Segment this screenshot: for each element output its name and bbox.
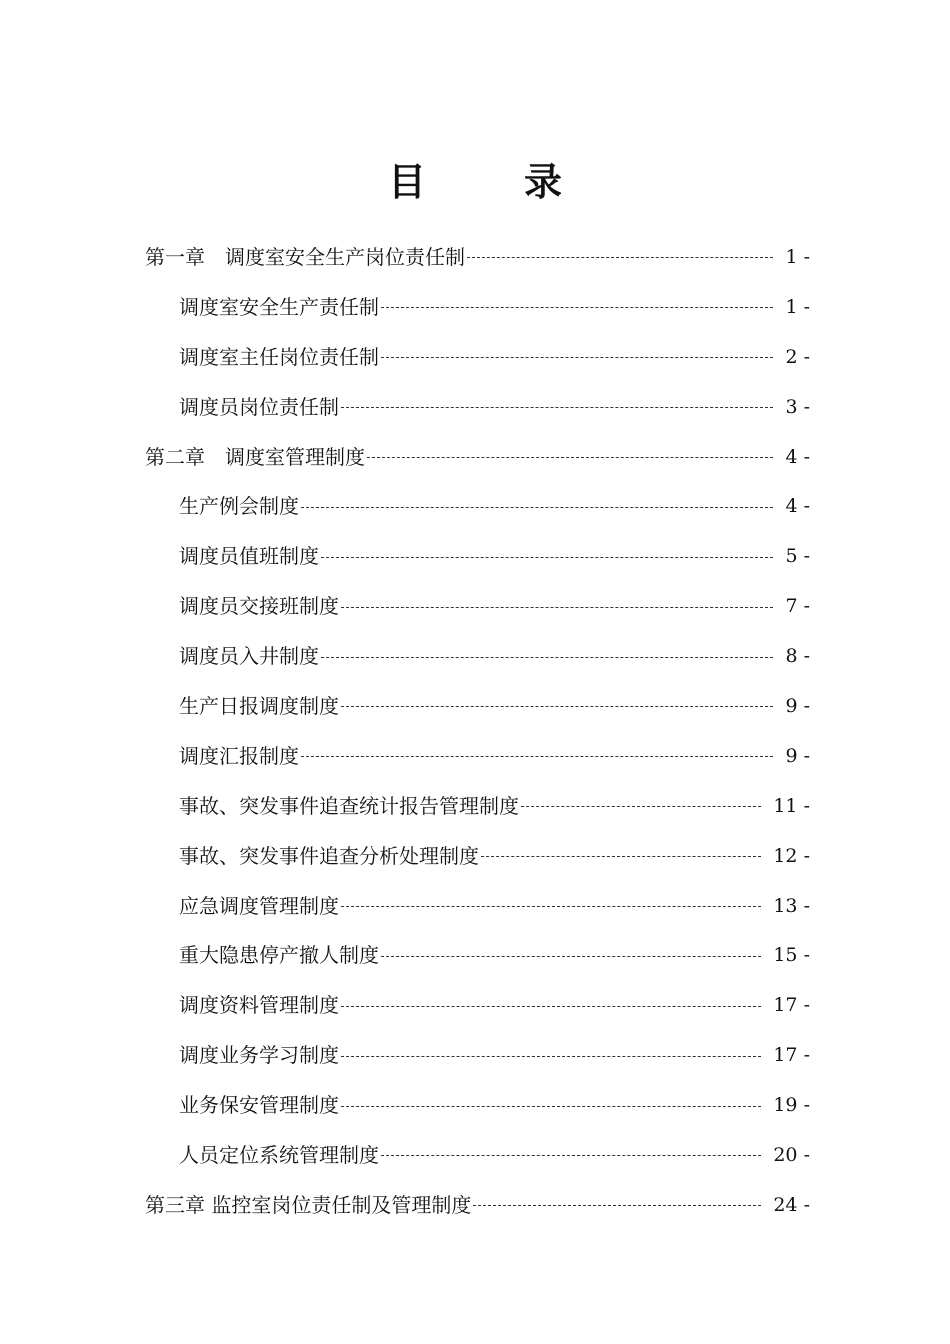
- toc-entry-title: 事故、突发事件追查分析处理制度: [179, 843, 479, 868]
- toc-dot-leader: [341, 706, 773, 707]
- toc-page-number: 11 -: [773, 794, 810, 818]
- toc-entry-title: 调度员交接班制度: [179, 594, 339, 619]
- toc-dot-leader: [521, 806, 761, 807]
- toc-page-number: 13 -: [773, 894, 810, 918]
- toc-entry-title: 调度室主任岗位责任制: [179, 344, 379, 369]
- toc-dot-leader: [381, 357, 773, 358]
- toc-entry-title: 调度员值班制度: [179, 544, 319, 569]
- toc-entry-title: 业务保安管理制度: [179, 1093, 339, 1118]
- toc-page-number: 15 -: [773, 943, 810, 967]
- toc-entry-title: 应急调度管理制度: [179, 893, 339, 918]
- toc-page-number: 12 -: [773, 844, 810, 868]
- toc-page-number: 7 -: [785, 594, 810, 618]
- toc-page-number: 17 -: [773, 1043, 810, 1067]
- toc-page-number: 4 -: [785, 494, 810, 518]
- toc-section-entry[interactable]: [145, 631, 810, 681]
- toc-chapter-entry[interactable]: [145, 1180, 810, 1230]
- toc-dot-leader: [341, 906, 761, 907]
- page-title: 目 录: [387, 159, 592, 204]
- toc-section-entry[interactable]: [145, 1030, 810, 1080]
- toc-entry-title: 第三章 监控室岗位责任制及管理制度: [145, 1192, 472, 1217]
- toc-section-entry[interactable]: [145, 980, 810, 1030]
- toc-page-number: 4 -: [785, 445, 810, 469]
- toc-page-number: 20 -: [773, 1143, 810, 1167]
- toc-entry-title: 调度业务学习制度: [179, 1043, 339, 1068]
- toc-section-entry[interactable]: [145, 831, 810, 881]
- toc-page-number: 17 -: [773, 993, 810, 1017]
- toc-entry-title: 人员定位系统管理制度: [179, 1142, 379, 1167]
- toc-page-number: 1 -: [785, 245, 810, 269]
- toc-section-entry[interactable]: [145, 881, 810, 931]
- toc-section-entry[interactable]: [145, 681, 810, 731]
- toc-page-number: 5 -: [785, 544, 810, 568]
- toc-dot-leader: [321, 657, 773, 658]
- toc-page-number: 2 -: [785, 345, 810, 369]
- toc-page-number: 8 -: [785, 644, 810, 668]
- toc-dot-leader: [381, 1155, 761, 1156]
- toc-page-number: 3 -: [785, 395, 810, 419]
- toc-section-entry[interactable]: [145, 481, 810, 531]
- toc-entry-title: 生产例会制度: [179, 494, 299, 519]
- toc-dot-leader: [301, 507, 773, 508]
- toc-section-entry[interactable]: [145, 332, 810, 382]
- toc-section-entry[interactable]: [145, 930, 810, 980]
- toc-dot-leader: [321, 557, 773, 558]
- toc-dot-leader: [381, 956, 761, 957]
- toc-entry-title: 调度资料管理制度: [179, 993, 339, 1018]
- toc-section-entry[interactable]: [145, 781, 810, 831]
- toc-page-number: 19 -: [773, 1093, 810, 1117]
- table-of-contents: [145, 232, 810, 1230]
- toc-entry-title: 第一章 调度室安全生产岗位责任制: [145, 244, 465, 269]
- toc-page-number: 24 -: [773, 1193, 810, 1217]
- toc-dot-leader: [467, 257, 773, 258]
- toc-chapter-entry[interactable]: [145, 232, 810, 282]
- toc-section-entry[interactable]: [145, 382, 810, 432]
- toc-entry-title: 调度员岗位责任制: [179, 394, 339, 419]
- toc-page-number: 9 -: [785, 694, 810, 718]
- toc-entry-title: 事故、突发事件追查统计报告管理制度: [179, 793, 519, 818]
- toc-page-number: 1 -: [785, 295, 810, 319]
- toc-entry-title: 生产日报调度制度: [179, 693, 339, 718]
- toc-dot-leader: [341, 407, 773, 408]
- toc-section-entry[interactable]: [145, 531, 810, 581]
- toc-dot-leader: [367, 457, 773, 458]
- toc-dot-leader: [341, 1106, 761, 1107]
- toc-section-entry[interactable]: [145, 581, 810, 631]
- toc-dot-leader: [341, 1006, 761, 1007]
- toc-section-entry[interactable]: [145, 282, 810, 332]
- toc-dot-leader: [381, 307, 773, 308]
- toc-dot-leader: [473, 1205, 761, 1206]
- toc-section-entry[interactable]: [145, 1130, 810, 1180]
- toc-entry-title: 第二章 调度室管理制度: [145, 444, 365, 469]
- toc-dot-leader: [301, 756, 773, 757]
- toc-section-entry[interactable]: [145, 1080, 810, 1130]
- toc-entry-title: 调度汇报制度: [179, 743, 299, 768]
- toc-entry-title: 调度室安全生产责任制: [179, 294, 379, 319]
- toc-dot-leader: [481, 856, 761, 857]
- toc-page-number: 9 -: [785, 744, 810, 768]
- toc-dot-leader: [341, 1056, 761, 1057]
- toc-entry-title: 重大隐患停产撤人制度: [179, 943, 379, 968]
- toc-dot-leader: [341, 607, 773, 608]
- toc-chapter-entry[interactable]: [145, 432, 810, 482]
- toc-entry-title: 调度员入井制度: [179, 644, 319, 669]
- toc-section-entry[interactable]: [145, 731, 810, 781]
